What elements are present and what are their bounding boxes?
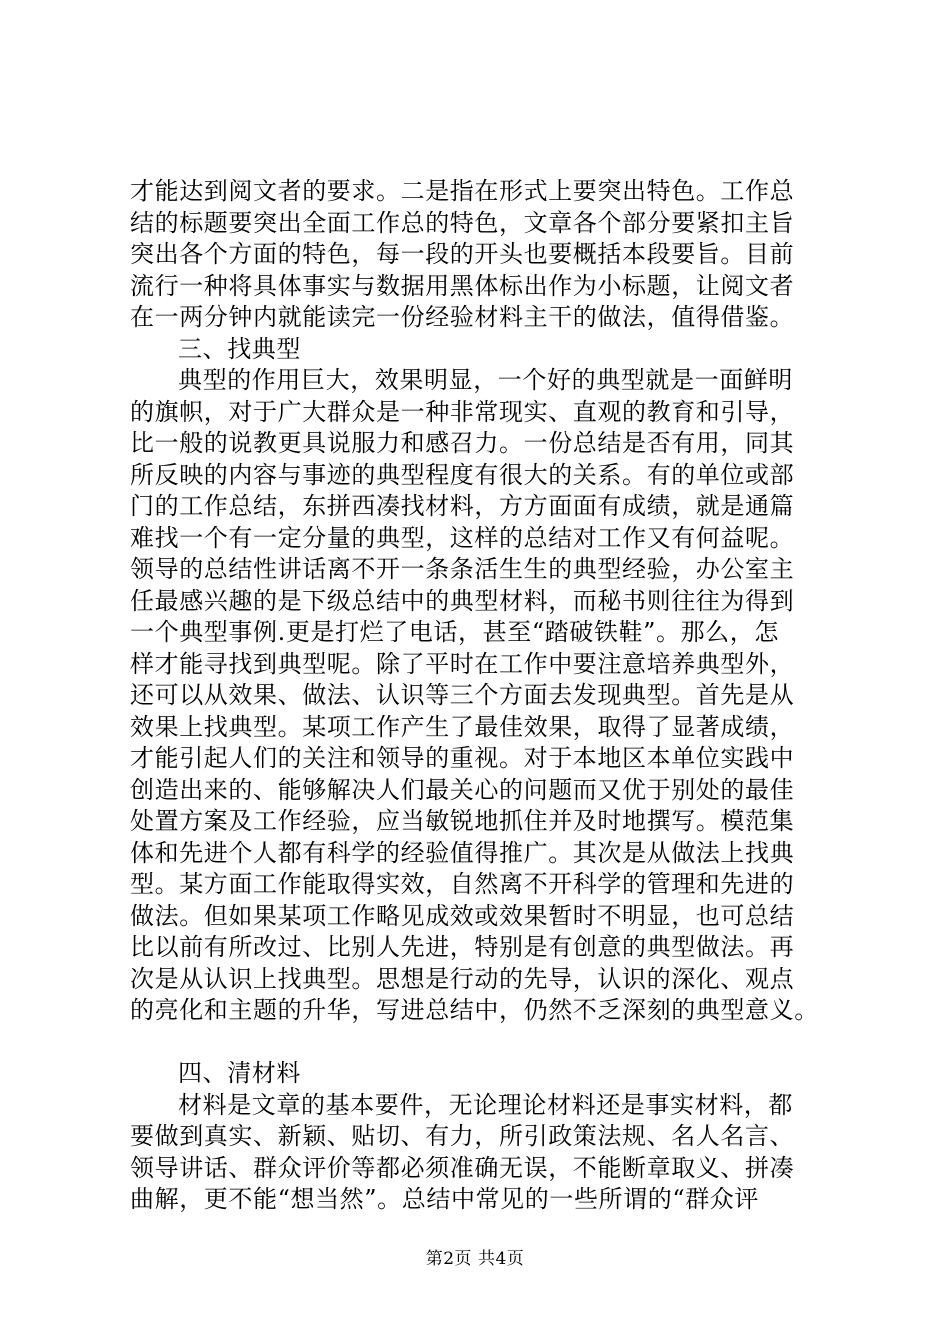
text-line: 领导的总结性讲话离不开一条条活生生的典型经验，办公室主 xyxy=(130,555,795,583)
text-line: 典型的作用巨大，效果明显，一个好的典型就是一面鲜明 xyxy=(178,366,793,394)
text-line: 创造出来的、能够解决人们最关心的问题而又优于别处的最佳 xyxy=(130,775,795,804)
text-line: 次是从认识上找典型。思想是行动的先导，认识的深化、观点 xyxy=(130,964,795,993)
paragraph-typical-examples xyxy=(130,365,830,1027)
text-line: 难找一个有一定分量的典型，这样的总结对工作又有何益呢。 xyxy=(130,523,795,552)
text-line: 一个典型事例.更是打烂了电话，甚至“踏破铁鞋”。那么，怎 xyxy=(130,618,779,646)
text-line: 的亮化和主题的升华，写进总结中，仍然不乏深刻的典型意义。 xyxy=(130,996,819,1024)
text-line: 结的标题要突出全面工作总的特色，文章各个部分要紧扣主旨 xyxy=(130,208,795,237)
text-line: 处置方案及工作经验，应当敏锐地抓住并及时地撰写。模范集 xyxy=(130,807,795,835)
text-line: 任最感兴趣的是下级总结中的典型材料，而秘书则往往为得到 xyxy=(130,586,795,615)
document-body xyxy=(130,176,830,1216)
text-line: 样才能寻找到典型呢。除了平时在工作中要注意培养典型外， xyxy=(130,649,795,678)
blank-line xyxy=(130,1027,830,1059)
text-line: 做法。但如果某项工作略见成效或效果暂时不明显，也可总结 xyxy=(130,901,795,930)
text-line: 才能引起人们的关注和领导的重视。对于本地区本单位实践中 xyxy=(130,744,795,772)
text-line: 比以前有所改过、比别人先进，特别是有创意的典型做法。再 xyxy=(130,933,795,961)
text-line: 门的工作总结，东拼西凑找材料，方方面面有成绩，就是通篇 xyxy=(130,492,795,520)
text-line: 材料是文章的基本要件，无论理论材料还是事实材料，都 xyxy=(178,1090,793,1119)
text-line: 曲解，更不能“想当然”。总结中常见的一些所谓的“群众评 xyxy=(130,1185,760,1213)
text-line: 在一两分钟内就能读完一份经验材料主干的做法，值得借鉴。 xyxy=(130,303,795,331)
text-line: 的旗帜，对于广大群众是一种非常现实、直观的教育和引导， xyxy=(130,397,795,426)
text-line: 型。某方面工作能取得实效，自然离不开科学的管理和先进的 xyxy=(130,870,795,898)
text-line: 领导讲话、群众评价等都必须准确无误，不能断章取义、拼凑 xyxy=(130,1153,795,1182)
paragraph-continuation xyxy=(130,176,830,334)
text-line: 才能达到阅文者的要求。二是指在形式上要突出特色。工作总 xyxy=(130,177,795,205)
section-heading-4: 四、清材料 xyxy=(178,1059,301,1087)
text-line: 还可以从效果、做法、认识等三个方面去发现典型。首先是从 xyxy=(130,681,795,709)
text-line: 要做到真实、新颖、贴切、有力，所引政策法规、名人名言、 xyxy=(130,1122,795,1150)
section-heading-3: 三、找典型 xyxy=(178,334,301,363)
text-line: 效果上找典型。某项工作产生了最佳效果，取得了显著成绩， xyxy=(130,712,795,741)
text-line: 流行一种将具体事实与数据用黑体标出作为小标题，让阅文者 xyxy=(130,271,795,300)
text-line: 所反映的内容与事迹的典型程度有很大的关系。有的单位或部 xyxy=(130,460,795,489)
text-line: 比一般的说教更具说服力和感召力。一份总结是否有用，同其 xyxy=(130,429,795,457)
text-line: 体和先进个人都有科学的经验值得推广。其次是从做法上找典 xyxy=(130,838,795,867)
paragraph-materials xyxy=(130,1090,830,1216)
text-line: 突出各个方面的特色，每一段的开头也要概括本段要旨。目前 xyxy=(130,240,795,268)
page-number-footer: 第2页 共4页 xyxy=(425,1249,525,1269)
